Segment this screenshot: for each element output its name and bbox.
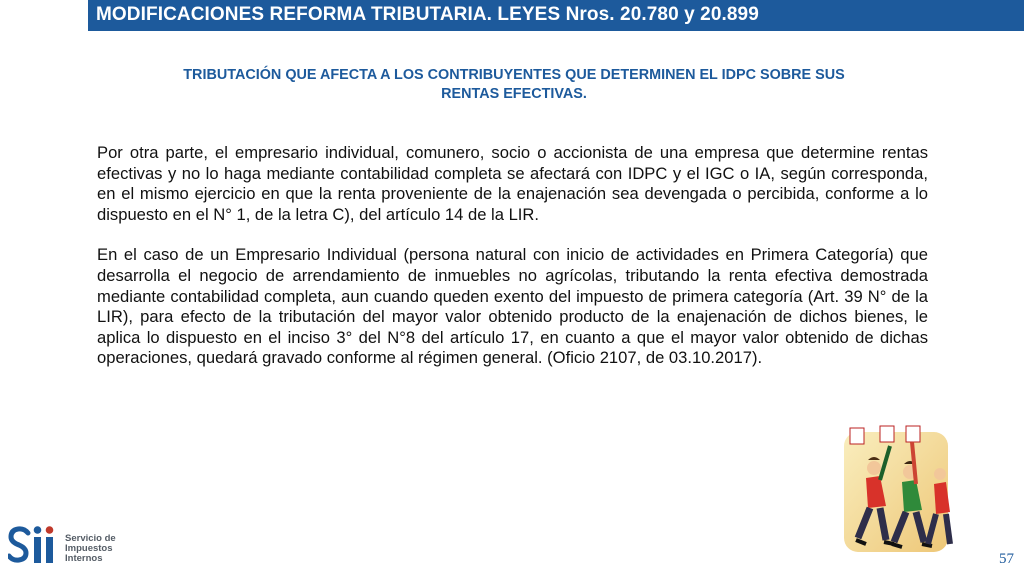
paragraph-2: En el caso de un Empresario Individual (persona natural con inicio de actividades en Primera Categoría) que desarrolla el negocio de arrendamiento de inmuebles no agrícolas, tributando la renta efectiva demostrada mediante contabilidad completa, aun cuando queden exento del impuesto de primera categoría (Art. 39 N° de la LIR), para efecto de la tributación del mayor valor obtenido producto de la enajenación de dichos bienes, le aplica lo dispuesto en el inciso 3° del N°8 del artículo 17, en cuanto a que el mayor valor obtenido de dichas operaciones, quedará gravado conforme al régimen general. (Oficio 2107, de 03.10.2017). (97, 245, 928, 368)
runners-illustration (836, 422, 956, 558)
subtitle-line-1: TRIBUTACIÓN QUE AFECTA A LOS CONTRIBUYENTES QUE DETERMINEN EL IDPC SOBRE SUS (183, 67, 845, 83)
logo-wordmark (65, 534, 116, 564)
body-text (97, 143, 928, 389)
sii-logo (8, 523, 128, 569)
paragraph-1: Por otra parte, el empresario individual, comunero, socio o accionista de una empresa que determine rentas efectivas y no lo haga mediante contabilidad completa se afectará con IDPC y el IGC o IA, según corresponda, en el mismo ejercicio en que la renta proveniente de la enajenación sea devengada o percibida, conforme a lo dispuesto en el N° 1, de la letra C), del artículo 14 de la LIR. (97, 143, 928, 224)
logo-line-2: Impuestos (65, 543, 113, 554)
logo-line-1: Servicio de (65, 533, 116, 544)
page-number: 57 (999, 551, 1014, 567)
logo-line-3: Internos (65, 553, 103, 564)
slide-title: MODIFICACIONES REFORMA TRIBUTARIA. LEYES Nros. 20.780 y 20.899 (96, 4, 759, 25)
section-subtitle (100, 66, 928, 104)
subtitle-line-2: RENTAS EFECTIVAS. (441, 86, 587, 102)
sii-logo-mark (8, 523, 60, 569)
